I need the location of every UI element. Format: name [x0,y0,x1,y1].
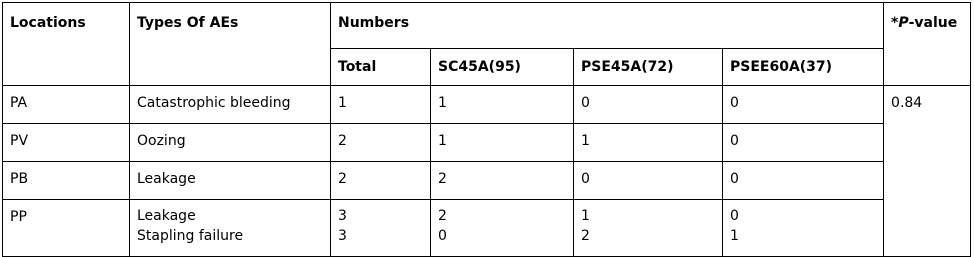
header-numbers: Numbers [331,3,884,49]
cell-sc45a: 1 [431,86,574,124]
cell-pse45a: 2 [581,228,590,244]
cell-psee60a: 0 [723,162,884,200]
cell-total: 2 [331,124,431,162]
p-value-suffix: -value [908,15,958,31]
cell-total: 2 [331,162,431,200]
cell-type: Stapling failure [137,228,244,244]
cell-psee60a: 0 [723,86,884,124]
cell-location: PV [3,124,130,162]
cell-psee60a: 0 [723,124,884,162]
header-total: Total [331,49,431,86]
cell-type-stack [130,200,331,257]
header-locations: Locations [3,3,130,86]
adverse-events-table [2,2,971,257]
cell-location: PA [3,86,130,124]
cell-sc45a: 2 [431,162,574,200]
cell-pse45a: 1 [581,208,590,224]
cell-psee60a: 1 [730,228,739,244]
p-value-italic-p: P [898,15,909,31]
cell-pse45a: 1 [574,124,723,162]
cell-type: Leakage [137,208,196,224]
cell-p-value: 0.84 [884,86,971,257]
cell-sc45a-stack [431,200,574,257]
cell-total: 3 [338,208,347,224]
cell-sc45a: 1 [431,124,574,162]
cell-total-stack [331,200,431,257]
cell-total: 3 [338,228,347,244]
cell-total: 1 [331,86,431,124]
table-row [3,200,971,257]
cell-pse45a: 0 [574,86,723,124]
cell-psee60a-stack [723,200,884,257]
cell-pse45a-stack [574,200,723,257]
header-row-primary [3,3,971,49]
header-types-of-aes: Types Of AEs [130,3,331,86]
cell-sc45a: 0 [438,228,447,244]
header-psee60a: PSEE60A(37) [723,49,884,86]
header-pse45a: PSE45A(72) [574,49,723,86]
cell-location: PB [3,162,130,200]
cell-location: PP [3,200,130,257]
cell-type: Oozing [130,124,331,162]
cell-pse45a: 0 [574,162,723,200]
p-value-prefix: * [891,15,899,31]
cell-type: Leakage [130,162,331,200]
cell-psee60a: 0 [730,208,739,224]
cell-type: Catastrophic bleeding [130,86,331,124]
table-row [3,162,971,200]
header-p-value [884,3,971,86]
cell-sc45a: 2 [438,208,447,224]
table-row [3,124,971,162]
table-row [3,86,971,124]
header-sc45a: SC45A(95) [431,49,574,86]
